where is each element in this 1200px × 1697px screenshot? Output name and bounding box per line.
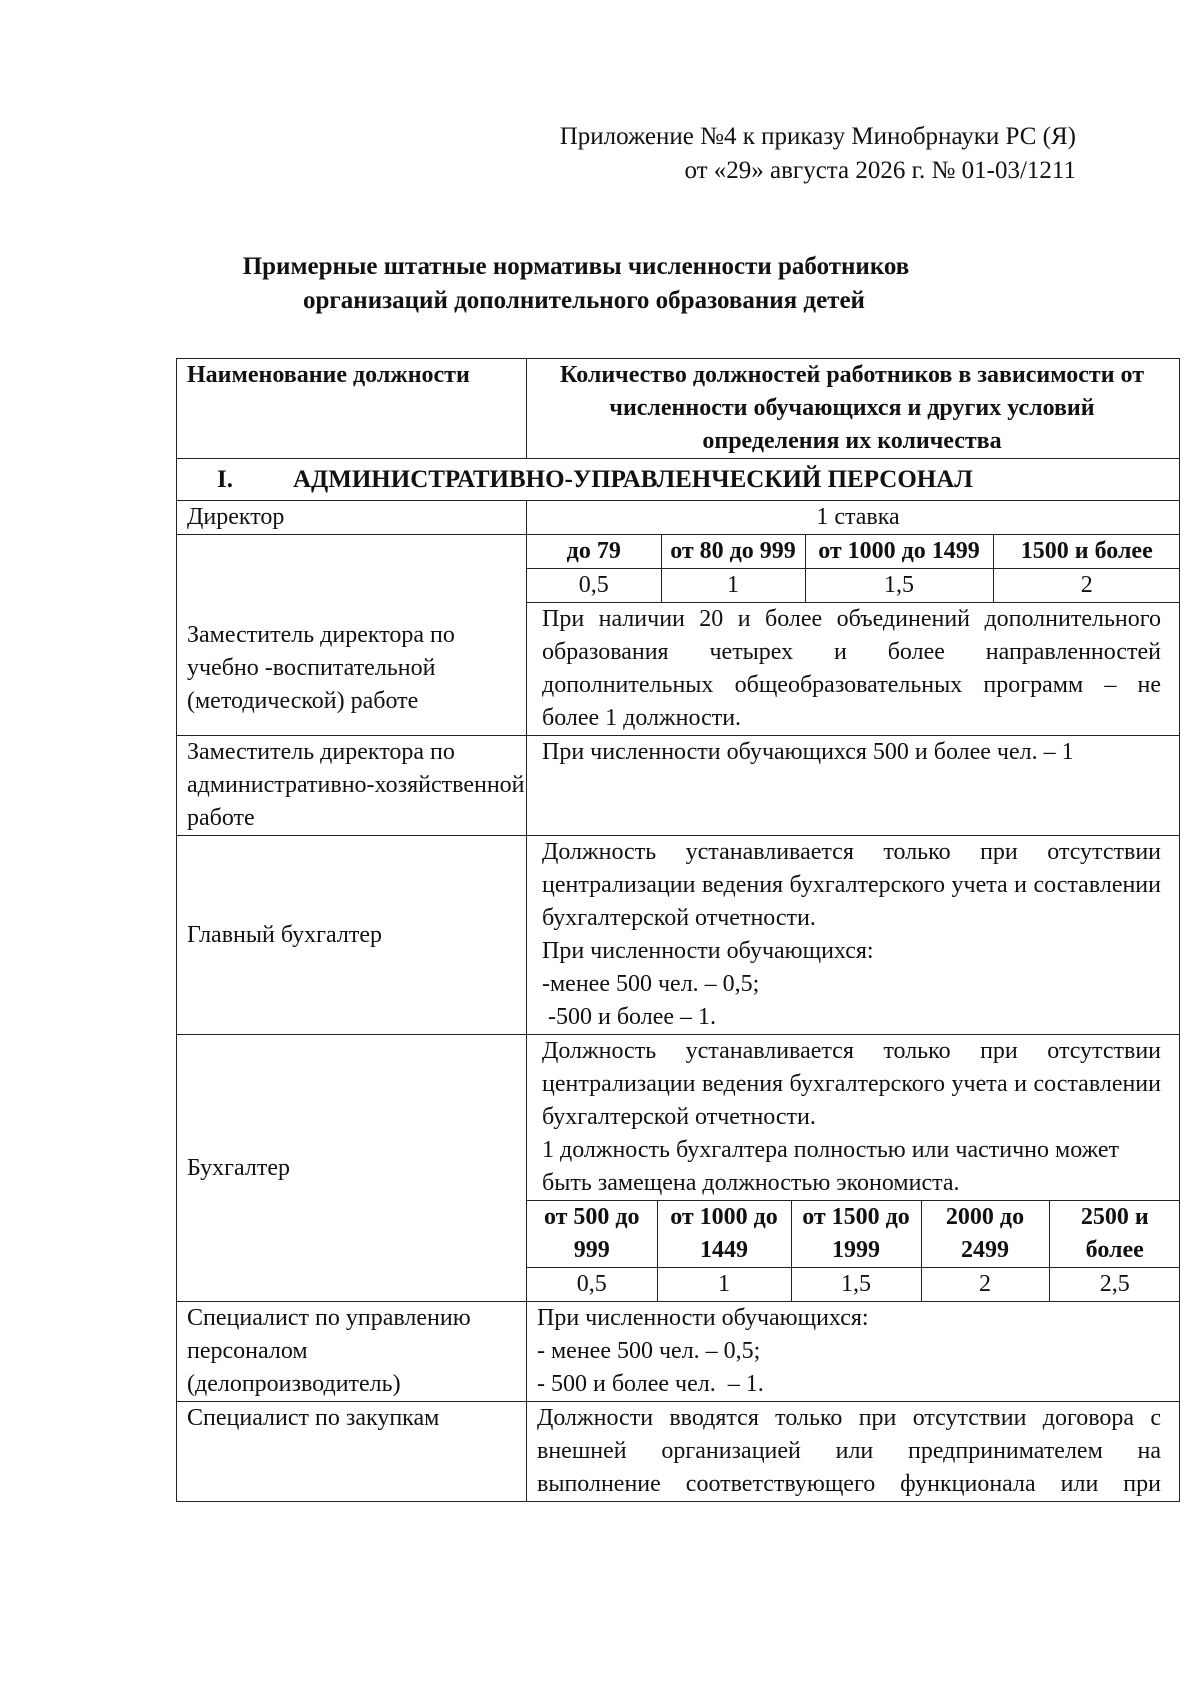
position-name bbox=[177, 535, 527, 736]
threshold-cell: 2500 и более bbox=[1049, 1201, 1180, 1268]
staffing-table bbox=[176, 358, 1180, 1502]
threshold-cell: от 500 до 999 bbox=[527, 1201, 657, 1268]
column-header-quantity: Количество должностей работников в зависимости от численности обучающихся и других условий определения их количества bbox=[527, 359, 1180, 459]
condition-line: При численности обучающихся: bbox=[542, 938, 874, 964]
threshold-value-row bbox=[527, 569, 1180, 603]
value-cell: 0,5 bbox=[527, 569, 661, 603]
value-cell: 2 bbox=[921, 1268, 1049, 1302]
threshold-cell: до 79 bbox=[527, 535, 661, 569]
threshold-cell: 2000 до 2499 bbox=[921, 1201, 1049, 1268]
table-row bbox=[177, 535, 1180, 603]
section-number: I. bbox=[217, 466, 233, 493]
value-cell: 1,5 bbox=[805, 569, 993, 603]
column-header-position: Наименование должности bbox=[177, 359, 527, 459]
table-row bbox=[177, 501, 1180, 535]
threshold-cell: от 1000 до 1499 bbox=[805, 535, 993, 569]
position-quantity bbox=[527, 836, 1180, 1035]
value-cell: 1,5 bbox=[791, 1268, 921, 1302]
threshold-table bbox=[527, 535, 1180, 602]
threshold-cell: 1500 и более bbox=[993, 535, 1180, 569]
condition-line: 1 должность бухгалтера полностью или частично может быть замещена должностью экономиста. bbox=[542, 1137, 1119, 1196]
section-title bbox=[177, 459, 1180, 501]
condition-line: При численности обучающихся: bbox=[537, 1305, 869, 1331]
section-row bbox=[177, 459, 1180, 501]
condition-line: - 500 и более чел. – 1. bbox=[537, 1371, 764, 1397]
condition-text: Должность устанавливается только при отсутствии централизации ведения бухгалтерского учета и составлении бухгалтерской отчетности. bbox=[542, 1038, 1161, 1130]
threshold-header-row bbox=[527, 535, 1180, 569]
position-quantity: 1 ставка bbox=[527, 501, 1180, 535]
threshold-grid bbox=[527, 1201, 1180, 1302]
position-note: При наличии 20 и более объединений дополнительного образования четырех и более направленностей дополнительных общеобразовательных программ – не более 1 должности. bbox=[527, 603, 1180, 736]
table-row bbox=[177, 1035, 1180, 1201]
position-quantity: Должности вводятся только при отсутствии договора с внешней организацией или предпринимателем на выполнение соответствующего функционала или при bbox=[527, 1402, 1180, 1502]
condition-line: -менее 500 чел. – 0,5; bbox=[542, 971, 760, 997]
value-cell: 1 bbox=[661, 569, 805, 603]
position-name-text: Заместитель директора по учебно -воспитательной (методической) работе bbox=[187, 621, 455, 714]
table-row bbox=[177, 836, 1180, 1035]
threshold-table bbox=[527, 1201, 1180, 1301]
table-row bbox=[177, 1402, 1180, 1502]
value-cell: 2 bbox=[993, 569, 1180, 603]
document-title bbox=[0, 250, 1200, 318]
position-quantity bbox=[527, 1302, 1180, 1402]
document-header bbox=[560, 120, 1076, 188]
position-quantity bbox=[527, 1035, 1180, 1201]
position-name: Специалист по управлению персоналом (делопроизводитель) bbox=[177, 1302, 527, 1402]
value-cell: 1 bbox=[657, 1268, 791, 1302]
threshold-header-row bbox=[527, 1201, 1180, 1268]
title-line-2: организаций дополнительного образования детей bbox=[303, 287, 865, 314]
table-row bbox=[177, 1302, 1180, 1402]
threshold-cell: от 1500 до 1999 bbox=[791, 1201, 921, 1268]
condition-text: Должность устанавливается только при отсутствии централизации ведения бухгалтерского учета и составлении бухгалтерской отчетности. bbox=[542, 839, 1161, 931]
position-name: Заместитель директора по административно-хозяйственной работе bbox=[177, 736, 527, 836]
position-name: Бухгалтер bbox=[177, 1035, 527, 1302]
header-line-2: от «29» августа 2026 г. № 01-03/1211 bbox=[684, 157, 1076, 184]
threshold-value-row bbox=[527, 1268, 1180, 1302]
title-line-1: Примерные штатные нормативы численности работников bbox=[242, 253, 910, 280]
condition-line: -500 и более – 1. bbox=[542, 1004, 717, 1030]
table-header-row bbox=[177, 359, 1180, 459]
table-row bbox=[177, 736, 1180, 836]
position-name: Директор bbox=[177, 501, 527, 535]
header-line-1: Приложение №4 к приказу Минобрнауки РС (Я) bbox=[559, 123, 1076, 150]
value-cell: 0,5 bbox=[527, 1268, 657, 1302]
position-name: Главный бухгалтер bbox=[177, 836, 527, 1035]
section-name: АДМИНИСТРАТИВНО-УПРАВЛЕНЧЕСКИЙ ПЕРСОНАЛ bbox=[293, 466, 973, 493]
position-quantity: При численности обучающихся 500 и более чел. – 1 bbox=[527, 736, 1180, 836]
threshold-cell: от 1000 до 1449 bbox=[657, 1201, 791, 1268]
threshold-grid bbox=[527, 535, 1180, 603]
condition-line: - менее 500 чел. – 0,5; bbox=[537, 1338, 761, 1364]
position-name: Специалист по закупкам bbox=[177, 1402, 527, 1502]
threshold-cell: от 80 до 999 bbox=[661, 535, 805, 569]
value-cell: 2,5 bbox=[1049, 1268, 1180, 1302]
